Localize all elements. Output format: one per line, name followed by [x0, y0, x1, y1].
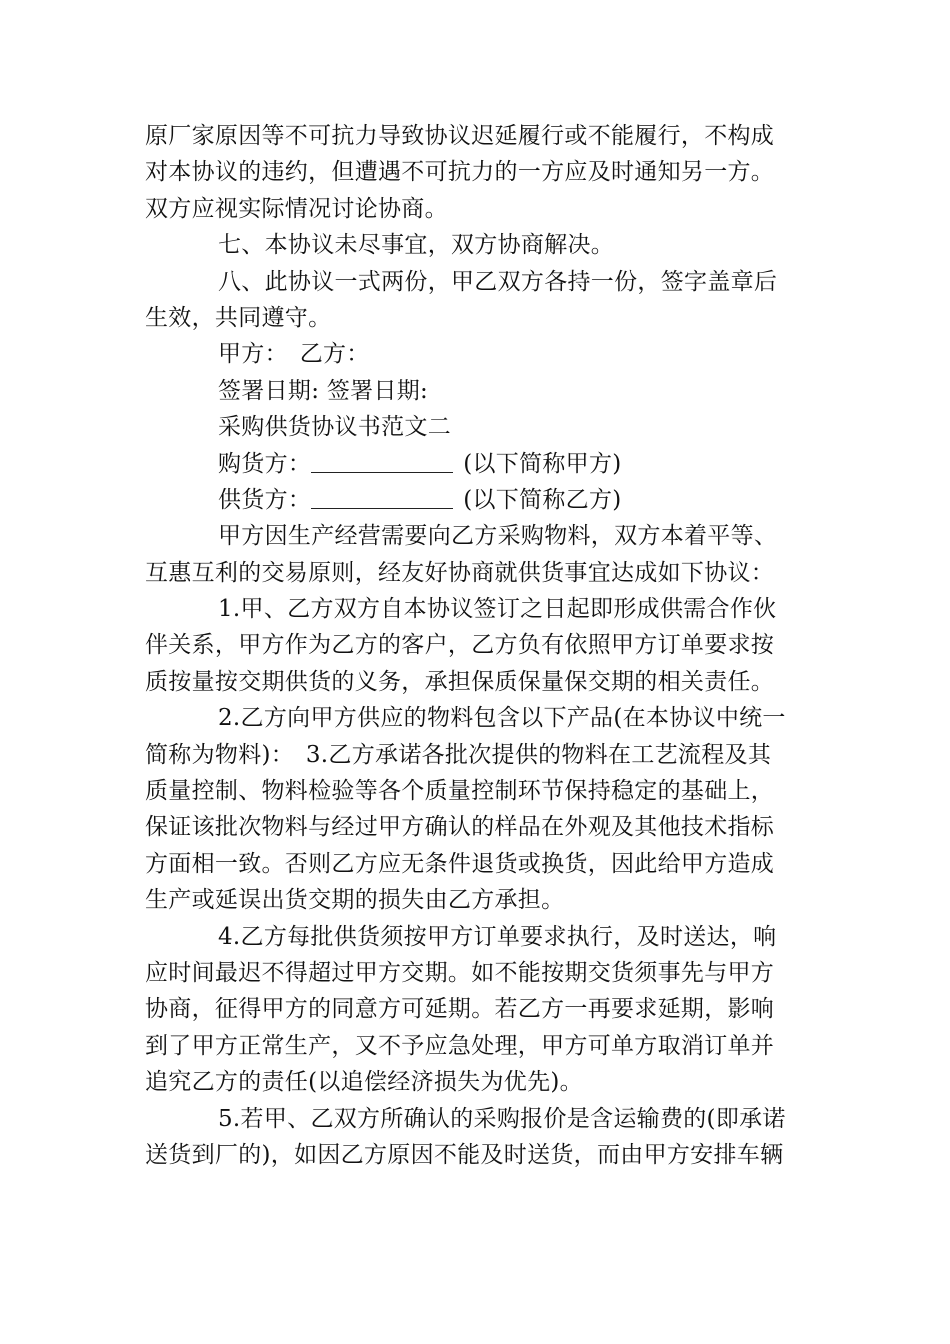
text-line: 2.乙方向甲方供应的物料包含以下产品(在本协议中统一 [218, 705, 786, 732]
text-line: 追究乙方的责任(以追偿经济损失为优先)。 [145, 1069, 583, 1096]
text-line: 八、此协议一式两份，甲乙双方各持一份，签字盖章后 [218, 268, 778, 295]
text-line: 简称为物料)： 3.乙方承诺各批次提供的物料在工艺流程及其 [145, 741, 772, 768]
text-line [145, 446, 805, 482]
party-note: (以下简称甲方) [463, 450, 622, 477]
text-line: 生效，共同遵守。 [145, 304, 332, 331]
text-line: 签署日期: 签署日期: [218, 377, 429, 404]
text-line: 送货到厂的)，如因乙方原因不能及时送货，而由甲方安排车辆 [145, 1141, 784, 1168]
document-body [145, 118, 805, 1173]
text-line: 双方应视实际情况讨论协商。 [145, 195, 448, 222]
text-line: 质按量按交期供货的义务，承担保质保量保交期的相关责任。 [145, 668, 775, 695]
text-line: 甲方： 乙方： [218, 341, 370, 368]
text-line: 七、本协议未尽事宜，双方协商解决。 [218, 232, 615, 259]
text-line: 应时间最迟不得超过甲方交期。如不能按期交货须事先与甲方 [145, 959, 775, 986]
text-line: 生产或延误出货交期的损失由乙方承担。 [145, 887, 565, 914]
text-line: 伴关系，甲方作为乙方的客户，乙方负有依照甲方订单要求按 [145, 632, 775, 659]
text-line: 互惠互利的交易原则，经友好协商就供货事宜达成如下协议： [145, 559, 775, 586]
party-label: 购货方： [218, 450, 312, 477]
fill-in-blank [311, 452, 453, 473]
text-line: 4.乙方每批供货须按甲方订单要求执行，及时送达，响 [218, 923, 777, 950]
text-line: 保证该批次物料与经过甲方确认的样品在外观及其他技术指标 [145, 814, 775, 841]
party-label: 供货方： [218, 486, 312, 513]
fill-in-blank [311, 488, 453, 509]
text-line: 原厂家原因等不可抗力导致协议迟延履行或不能履行，不构成 [145, 123, 775, 149]
text-line: 对本协议的违约，但遭遇不可抗力的一方应及时通知另一方。 [145, 159, 775, 186]
text-line: 采购供货协议书范文二 [218, 414, 451, 441]
text-line: 5.若甲、乙双方所确认的采购报价是含运输费的(即承诺 [218, 1105, 786, 1132]
text-line [145, 482, 805, 518]
text-line: 到了甲方正常生产，又不予应急处理，甲方可单方取消订单并 [145, 1032, 775, 1059]
text-line: 1.甲、乙方双方自本协议签订之日起即形成供需合作伙 [218, 596, 777, 623]
text-line: 质量控制、物料检验等各个质量控制环节保持稳定的基础上， [145, 778, 775, 805]
text-line: 甲方因生产经营需要向乙方采购物料，双方本着平等、 [218, 523, 778, 550]
text-line: 协商，征得甲方的同意方可延期。若乙方一再要求延期，影响 [145, 996, 775, 1023]
party-note: (以下简称乙方) [463, 486, 622, 513]
text-line: 方面相一致。否则乙方应无条件退货或换货，因此给甲方造成 [145, 850, 775, 877]
